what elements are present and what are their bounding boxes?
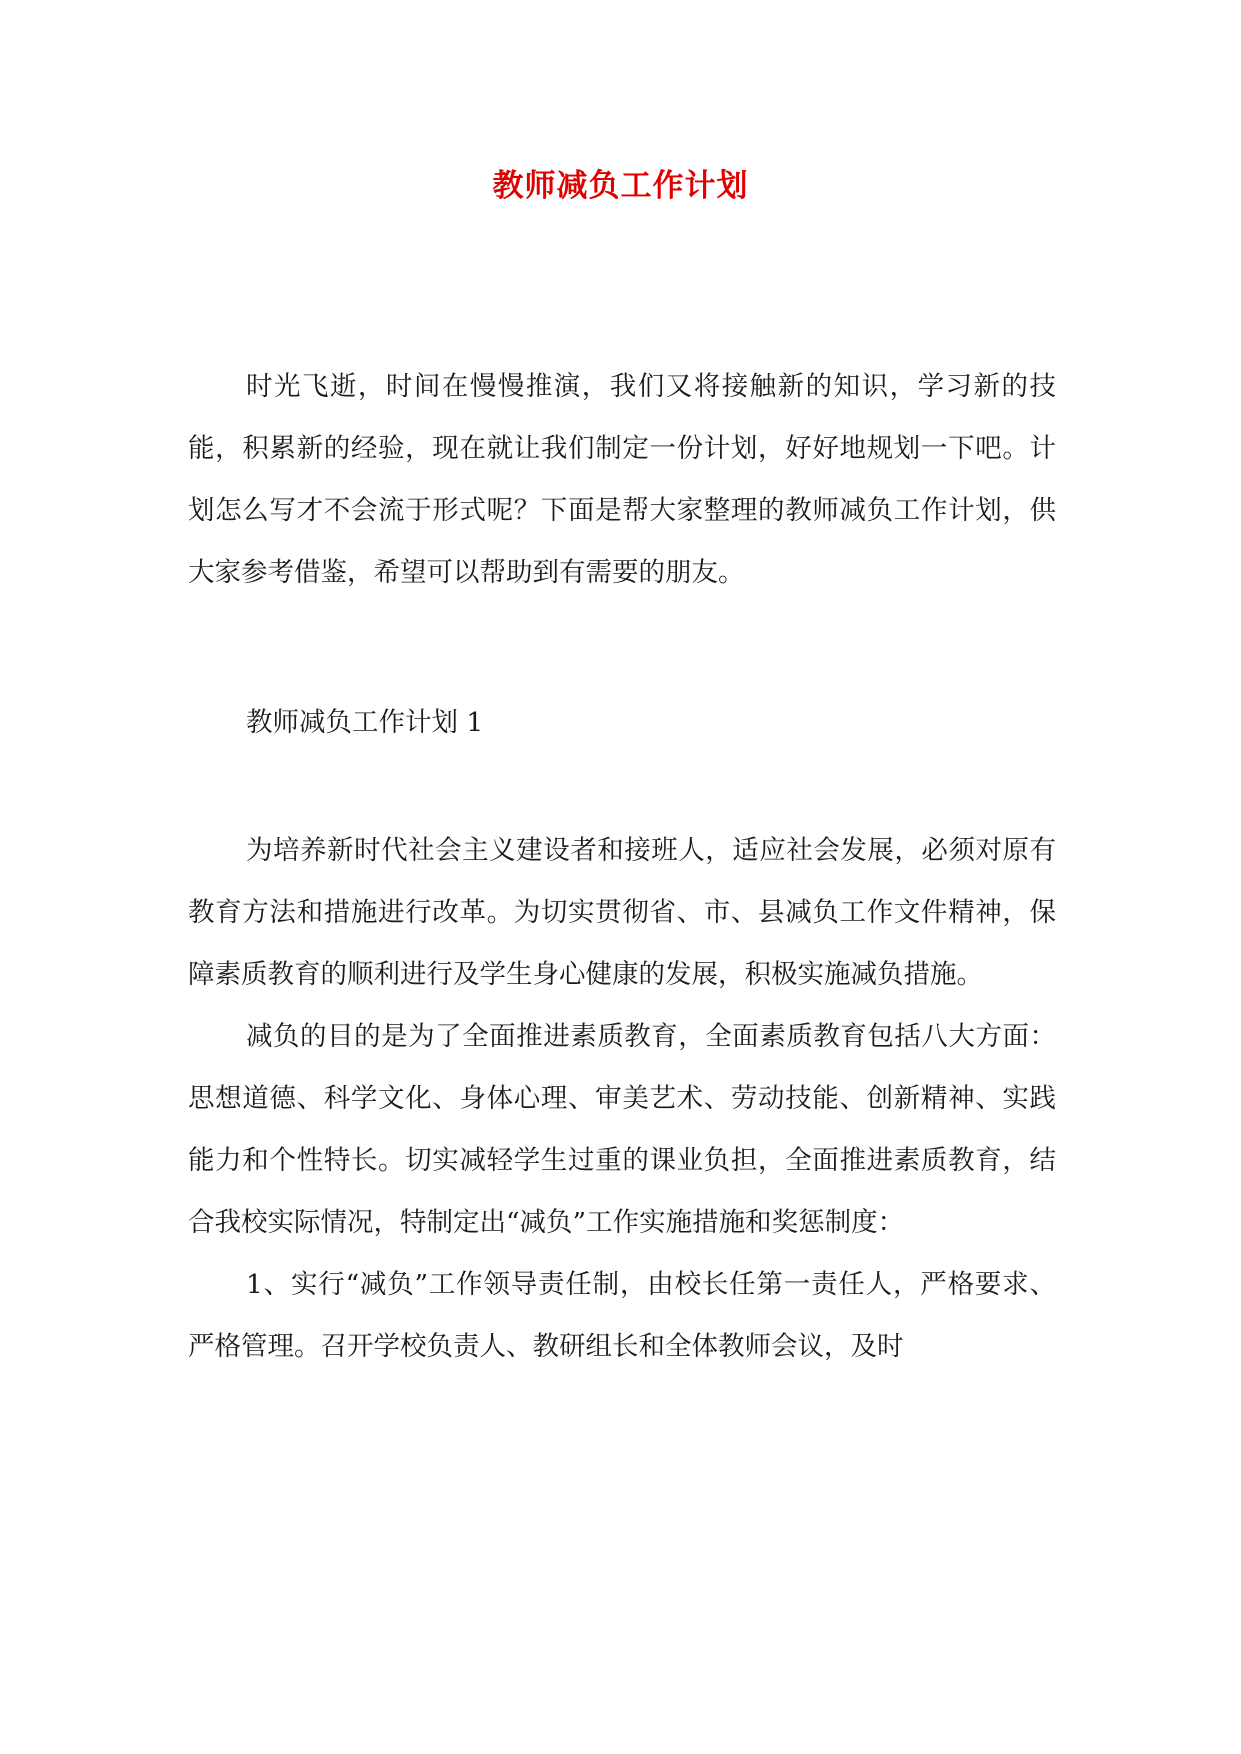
- spacer: [188, 754, 1056, 820]
- spacer: [188, 604, 1056, 692]
- body-paragraph-1: 为培养新时代社会主义建设者和接班人，适应社会发展，必须对原有教育方法和措施进行改革。为切实贯彻省、市、县减负工作文件精神，保障素质教育的顺利进行及学生身心健康的发展，积极实施减负措施。: [188, 835, 1056, 990]
- body-paragraph-3: 1、实行“减负”工作领导责任制，由校长任第一责任人，严格要求、严格管理。召开学校负责人、教研组长和全体教师会议，及时: [188, 1269, 1056, 1362]
- intro-paragraph: 时光飞逝，时间在慢慢推演，我们又将接触新的知识，学习新的技能，积累新的经验，现在就让我们制定一份计划，好好地规划一下吧。计划怎么写才不会流于形式呢？下面是帮大家整理的教师减负工作计划，供大家参考借鉴，希望可以帮助到有需要的朋友。: [188, 371, 1056, 588]
- document-body: [188, 356, 1056, 1378]
- body-paragraph-2: 减负的目的是为了全面推进素质教育，全面素质教育包括八大方面：思想道德、科学文化、身体心理、审美艺术、劳动技能、创新精神、实践能力和个性特长。切实减轻学生过重的课业负担，全面推进素质教育，结合我校实际情况，特制定出“减负”工作实施措施和奖惩制度：: [188, 1021, 1056, 1238]
- section-heading: 教师减负工作计划 1: [246, 707, 484, 738]
- document-title: 教师减负工作计划: [492, 168, 749, 204]
